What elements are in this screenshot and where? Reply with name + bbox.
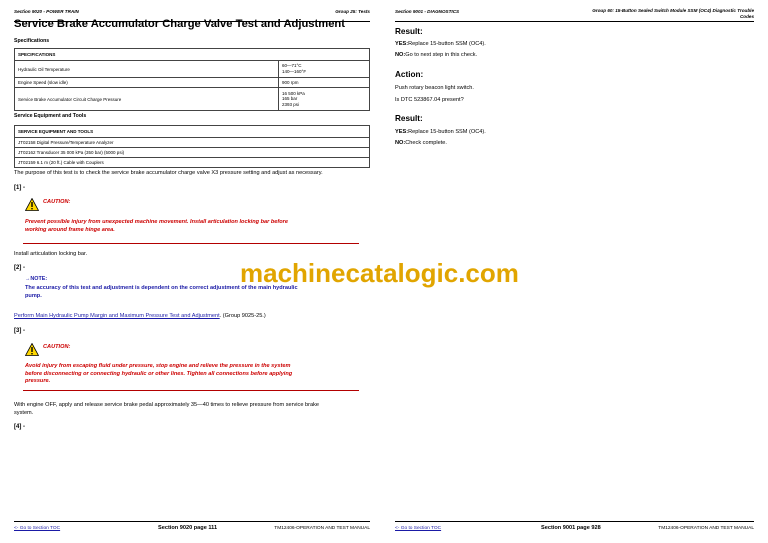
table-row: JT02162 Transducer 35 000 kPa (350 bar) (5000 psi)	[15, 148, 370, 158]
page-title: Service Brake Accumulator Charge Valve Test and Adjustment	[14, 18, 345, 30]
spec-value: 900 rpm	[279, 78, 370, 88]
table-row	[15, 78, 370, 88]
step-4-label: [4] -	[14, 424, 25, 430]
footer-manual: TM12406-OPERATION AND TEST MANUAL	[658, 526, 754, 531]
section-toc-link[interactable]: <- Go to Section TOC	[395, 526, 442, 531]
spec-label: Hydraulic Oil Temperature	[15, 61, 279, 78]
spec-value: 16 500 kPa 165 bar 2393 psi	[279, 88, 370, 111]
specifications-table	[14, 48, 370, 111]
purpose-text: The purpose of this test is to check the service brake accumulator charge valve X3 pressure setting and adjust as necessary.	[14, 170, 323, 176]
result-heading: Result:	[395, 114, 423, 123]
warning-icon	[25, 343, 39, 356]
footer-manual: TM12406-OPERATION AND TEST MANUAL	[274, 526, 370, 531]
table-row	[15, 88, 370, 111]
result-yes: YES:Replace 15-button SSM (OC4).	[395, 41, 486, 47]
action-text: Push rotary beacon light switch. Is DTC 523867.04 present?	[395, 85, 474, 103]
step-1-label: [1] -	[14, 185, 25, 191]
result-no: NO:Check complete.	[395, 140, 447, 146]
caution-text: Prevent possible injury from unexpected machine movement. Install articulation locking bar before working around frame hinge area.	[25, 219, 288, 233]
footer-page-number: Section 9001 page 928	[541, 525, 601, 531]
result-heading: Result:	[395, 27, 423, 36]
warning-icon	[25, 198, 39, 211]
footer-page-number: Section 9020 page 111	[158, 525, 218, 531]
engine-off-text: With engine OFF, apply and release service brake pedal approximately 35—40 times to relieve pressure from service brake system.	[14, 402, 320, 416]
spec-table-header: SPECIFICATIONS	[15, 49, 370, 61]
caution-label: CAUTION:	[43, 199, 71, 205]
header-group: Group 25: Tests	[335, 9, 370, 14]
result-no: NO:Go to next step in this check.	[395, 52, 478, 58]
caution-text: Avoid injury from escaping fluid under pressure, stop engine and relieve the pressure in the system before disconnecting or connecting hydraulic or other lines. Tighten all connections before applying pressure.	[25, 363, 293, 384]
footer-divider	[14, 521, 370, 522]
header-section: Section 9001 - DIAGNOSTICS	[395, 9, 460, 14]
result-yes: YES:Replace 15-button SSM (OC4).	[395, 129, 486, 135]
step-3-label: [3] -	[14, 328, 25, 334]
note-text: The accuracy of this test and adjustment is dependent on the correct adjustment of the main hydraulic pump.	[25, 285, 298, 299]
specifications-heading: Specifications	[14, 38, 50, 44]
equipment-table	[14, 125, 370, 168]
equipment-heading: Service Equipment and Tools	[14, 113, 87, 119]
header-section: Section 9020 - POWER TRAIN	[14, 9, 79, 14]
watermark: machinecatalogic.com	[240, 258, 519, 288]
header-divider	[395, 21, 754, 22]
caution-box-1	[23, 198, 359, 244]
section-toc-link[interactable]: <- Go to Section TOC	[14, 526, 61, 531]
action-heading: Action:	[395, 70, 424, 79]
equip-table-header: SERVICE EQUIPMENT AND TOOLS	[15, 126, 370, 138]
table-row	[15, 61, 370, 78]
table-row: JT02158 Digital Pressure/Temperature Analyzer	[15, 138, 370, 148]
table-row: JT02159 6.1 m (20 ft.) Cable with Couplers	[15, 158, 370, 168]
perform-test-link[interactable]: Perform Main Hydraulic Pump Margin and Maximum Pressure Test and Adjustment	[14, 313, 220, 319]
spec-label: Engine Speed (slow idle)	[15, 78, 279, 88]
spec-value: 60—71°C 140—160°F	[279, 61, 370, 78]
spec-label: Service Brake Accumulator Circuit Charge Pressure	[15, 88, 279, 111]
step-2-label: [2] -	[14, 265, 25, 271]
perform-text: Perform Main Hydraulic Pump Margin and Maximum Pressure Test and Adjustment. (Group 9025-25.)	[14, 313, 266, 319]
caution-label: CAUTION:	[43, 344, 71, 350]
note-label: →NOTE:	[25, 276, 48, 282]
header-group: Group 60: 15-Button Sealed Switch Module SSM (OC4) Diagnostic Trouble Codes	[592, 8, 754, 19]
install-text: Install articulation locking bar.	[14, 251, 88, 257]
footer-divider	[395, 521, 754, 522]
caution-box-2	[23, 343, 359, 391]
